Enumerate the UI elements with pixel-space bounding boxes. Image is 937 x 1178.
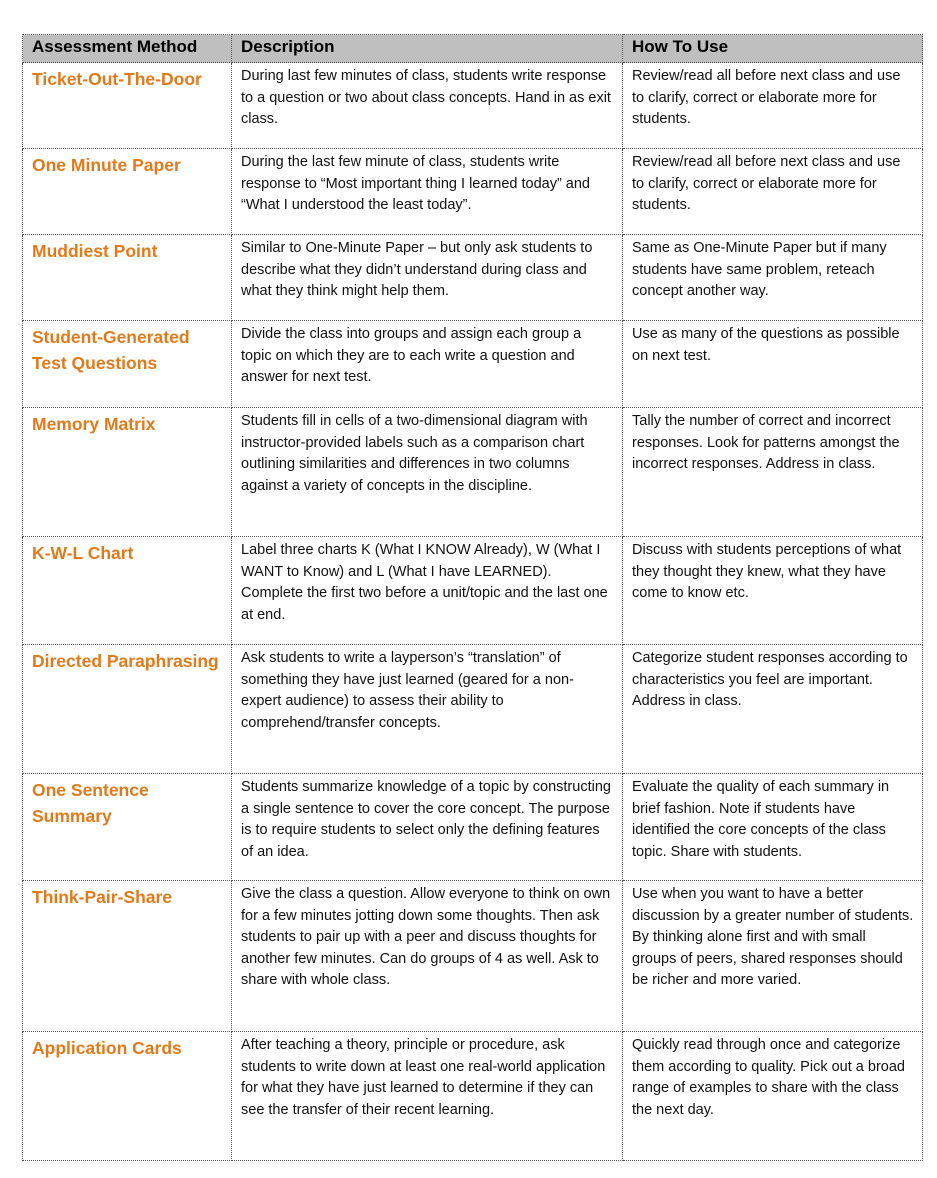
method-cell: Think-Pair-Share [23,881,232,1032]
how-to-use-cell: Use when you want to have a better discussion by a greater number of students. By thinking alone first and with small groups of peers, shared responses should be richer and more varied. [623,881,923,1032]
method-cell: Memory Matrix [23,408,232,537]
assessment-table [22,34,923,1161]
table-row [23,149,923,235]
description-cell: Students fill in cells of a two-dimensional diagram with instructor-provided labels such as a comparison chart outlining similarities and differences in two columns against a variety of concepts in the discipline. [232,408,623,537]
table-row [23,537,923,645]
how-to-use-cell: Tally the number of correct and incorrect responses. Look for patterns amongst the incorrect responses. Address in class. [623,408,923,537]
method-cell: Directed Paraphrasing [23,645,232,774]
table-row [23,408,923,537]
method-cell: Student-Generated Test Questions [23,321,232,408]
table-row [23,645,923,774]
method-cell: Application Cards [23,1032,232,1161]
table-row [23,321,923,408]
method-cell: One Sentence Summary [23,774,232,881]
method-cell: Ticket-Out-The-Door [23,63,232,149]
how-to-use-cell: Categorize student responses according to characteristics you feel are important. Address in class. [623,645,923,774]
how-to-use-cell: Use as many of the questions as possible on next test. [623,321,923,408]
how-to-use-cell: Discuss with students perceptions of what they thought they knew, what they have come to know etc. [623,537,923,645]
table-row [23,235,923,321]
how-to-use-cell: Review/read all before next class and use to clarify, correct or elaborate more for students. [623,63,923,149]
how-to-use-cell: Quickly read through once and categorize them according to quality. Pick out a broad range of examples to share with the class the next day. [623,1032,923,1161]
header-assessment-method: Assessment Method [23,35,232,63]
description-cell: During last few minutes of class, students write response to a question or two about class concepts. Hand in as exit class. [232,63,623,149]
method-cell: One Minute Paper [23,149,232,235]
description-cell: After teaching a theory, principle or procedure, ask students to write down at least one real-world application for what they have just learned to determine if they can see the transfer of their recent learning. [232,1032,623,1161]
method-cell: K-W-L Chart [23,537,232,645]
header-description: Description [232,35,623,63]
how-to-use-cell: Same as One-Minute Paper but if many students have same problem, reteach concept another way. [623,235,923,321]
method-cell: Muddiest Point [23,235,232,321]
description-cell: Give the class a question. Allow everyone to think on own for a few minutes jotting down some thoughts. Then ask students to pair up with a peer and discuss thoughts for another few minutes. Can do groups of 4 as well. Ask to share with whole class. [232,881,623,1032]
table-row [23,1032,923,1161]
description-cell: During the last few minute of class, students write response to “Most important thing I learned today” and “What I understood the least today”. [232,149,623,235]
how-to-use-cell: Evaluate the quality of each summary in brief fashion. Note if students have identified the core concepts of the class topic. Share with students. [623,774,923,881]
table-row [23,774,923,881]
description-cell: Ask students to write a layperson’s “translation” of something they have just learned (geared for a non-expert audience) to assess their ability to comprehend/transfer concepts. [232,645,623,774]
table-row [23,63,923,149]
header-row [23,35,923,63]
description-cell: Students summarize knowledge of a topic by constructing a single sentence to cover the core concept. The purpose is to require students to select only the defining features of an idea. [232,774,623,881]
description-cell: Divide the class into groups and assign each group a topic on which they are to each write a question and answer for next test. [232,321,623,408]
how-to-use-cell: Review/read all before next class and use to clarify, correct or elaborate more for students. [623,149,923,235]
description-cell: Label three charts K (What I KNOW Already), W (What I WANT to Know) and L (What I have LEARNED). Complete the first two before a unit/topic and the last one at end. [232,537,623,645]
description-cell: Similar to One-Minute Paper – but only ask students to describe what they didn’t understand during class and what they think might help them. [232,235,623,321]
table-row [23,881,923,1032]
table-header [23,35,923,63]
table-body [23,63,923,1161]
header-how-to-use: How To Use [623,35,923,63]
